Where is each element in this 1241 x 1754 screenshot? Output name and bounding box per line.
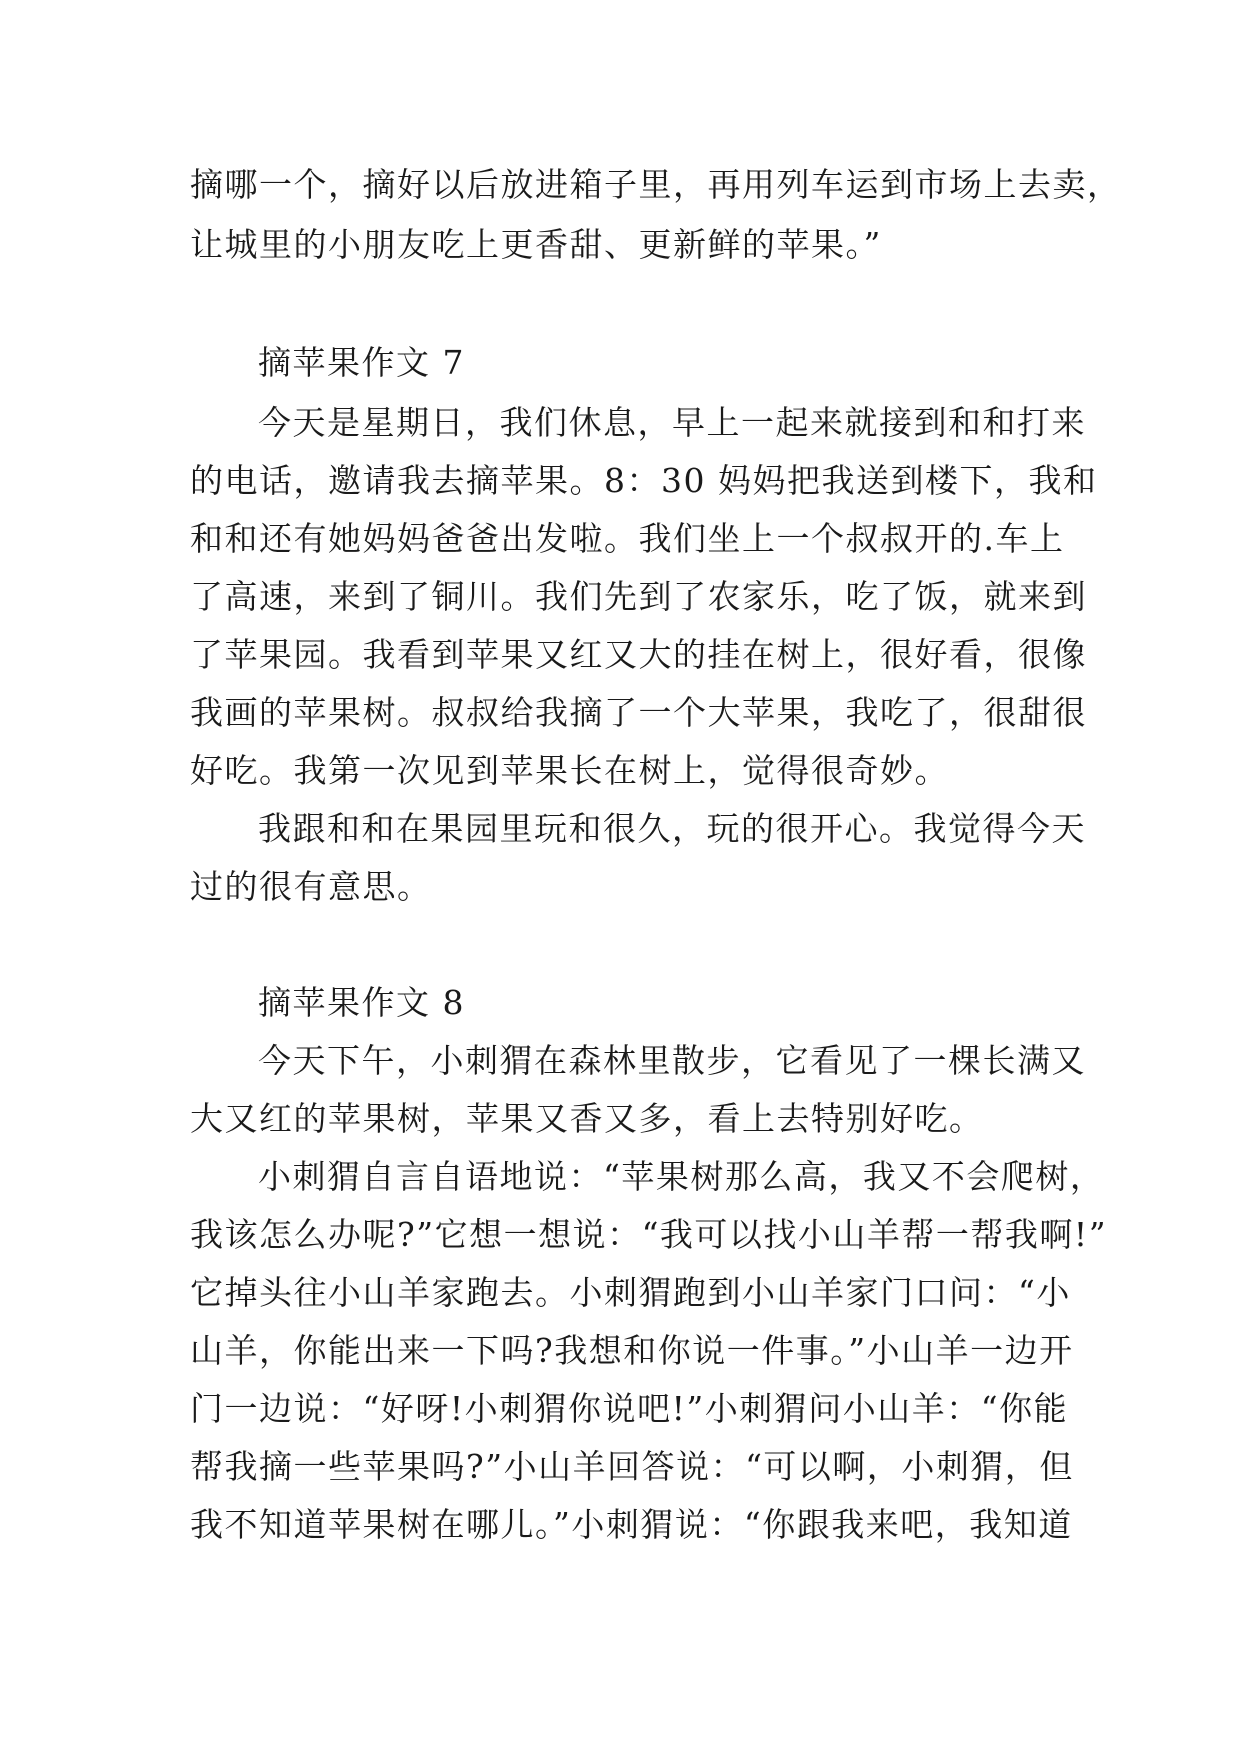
text-line: 今天是星期日，我们休息，早上一起来就接到和和打来: [258, 403, 1086, 442]
text-line: 让城里的小朋友吃上更香甜、更新鲜的苹果。”: [190, 225, 882, 264]
text-line: 我不知道苹果树在哪儿。”小刺猬说：“你跟我来吧，我知道: [190, 1505, 1073, 1544]
text-line: 好吃。我第一次见到苹果长在树上，觉得很奇妙。: [190, 751, 949, 790]
section-heading: 摘苹果作文 8: [258, 983, 465, 1022]
section-heading: 摘苹果作文 7: [258, 343, 465, 382]
text-line: 门一边说：“好呀!小刺猬你说吧!”小刺猬问小山羊：“你能: [190, 1389, 1069, 1428]
text-line: 我跟和和在果园里玩和很久，玩的很开心。我觉得今天: [258, 809, 1086, 848]
text-line: 了高速，来到了铜川。我们先到了农家乐，吃了饭，就来到: [190, 577, 1087, 616]
text-line: 帮我摘一些苹果吗?”小山羊回答说：“可以啊，小刺猬，但: [190, 1447, 1074, 1486]
text-line: 和和还有她妈妈爸爸出发啦。我们坐上一个叔叔开的.车上: [190, 519, 1065, 558]
text-line: 小刺猬自言自语地说：“苹果树那么高，我又不会爬树，: [258, 1157, 1105, 1196]
text-line: 我画的苹果树。叔叔给我摘了一个大苹果，我吃了，很甜很: [190, 693, 1087, 732]
text-line: 摘哪一个，摘好以后放进箱子里，再用列车运到市场上去卖，: [190, 165, 1122, 204]
text-line: 过的很有意思。: [190, 867, 432, 906]
text-line: 它掉头往小山羊家跑去。小刺猬跑到小山羊家门口问：“小: [190, 1273, 1071, 1312]
text-line: 我该怎么办呢?”它想一想说：“我可以找小山羊帮一帮我啊!”: [190, 1215, 1108, 1254]
text-line: 了苹果园。我看到苹果又红又大的挂在树上，很好看，很像: [190, 635, 1087, 674]
text-line: 大又红的苹果树，苹果又香又多，看上去特别好吃。: [190, 1099, 984, 1138]
text-line: 山羊，你能出来一下吗?我想和你说一件事。”小山羊一边开: [190, 1331, 1074, 1370]
text-line: 的电话，邀请我去摘苹果。8：30 妈妈把我送到楼下，我和: [190, 461, 1098, 500]
text-line: 今天下午，小刺猬在森林里散步，它看见了一棵长满又: [258, 1041, 1086, 1080]
